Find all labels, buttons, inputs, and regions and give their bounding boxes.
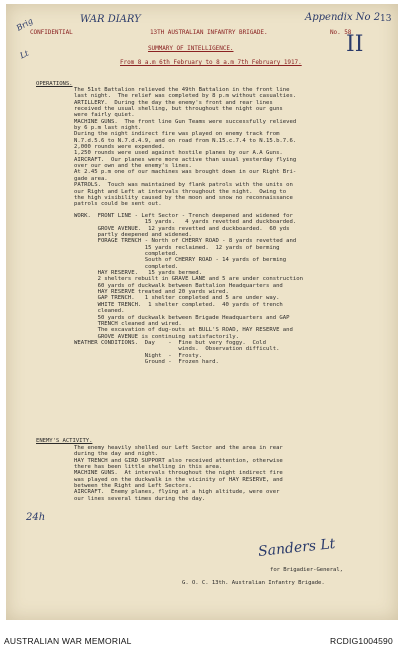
- enemy-activity-label: ENEMY'S ACTIVITY.: [36, 438, 93, 444]
- work-line: The excavation of dug-outs at BULL'S ROAD, HAY RESERVE and: [74, 327, 293, 334]
- page-number: 13: [380, 14, 392, 24]
- weather-block: [74, 340, 279, 365]
- work-line: completed.: [74, 251, 179, 258]
- operations-line: At 2.45 p.m one of our machines was brought down in our Right Bri-: [74, 169, 297, 176]
- work-line: 50 yards of duckwalk between Brigade Headquarters and GAP: [74, 314, 290, 321]
- operations-line: were fairly quiet.: [74, 112, 135, 119]
- weather-line: winds. Observation difficult.: [74, 346, 280, 353]
- work-line: FORAGE TRENCH - North of CHERRY ROAD - 8 yards revetted and: [74, 238, 297, 245]
- work-line: 15 yards. 4 yards revetted and duckboarded.: [74, 219, 297, 226]
- work-line: 60 yards of duckwalk between Battalion Headquarters and: [74, 282, 283, 289]
- confidential-label: CONFIDENTIAL: [30, 29, 73, 36]
- operations-line: over our own and the enemy's lines.: [74, 163, 192, 170]
- operations-line: N.7.d.5.6 to N.7.d.4.9, and on road from N.15.c.7.4 to N.15.b.7.6.: [74, 137, 297, 144]
- margin-note-top: Brig: [14, 16, 35, 33]
- enemy-activity-line: AIRCRAFT. Enemy planes, flying at a high altitude, were over: [74, 489, 280, 496]
- enemy-activity-block: [74, 445, 283, 502]
- operations-line: MACHINE GUNS. The front line Gun Teams were successfully relieved: [74, 118, 297, 125]
- work-block: [74, 213, 303, 340]
- work-line: HAY RESERVE treated and 20 yards wired.: [74, 289, 229, 296]
- operations-line: PATROLS. Touch was maintained by flank patrols with the units on: [74, 182, 293, 189]
- operations-line: last night. The relief was completed by 8 p.m without casualties.: [74, 93, 297, 100]
- operations-line: AIRCRAFT. Our planes were more active than usual yesterday flying: [74, 156, 297, 163]
- work-line: GROVE AVENUE. 12 yards revetted and duckboarded. 60 yds: [74, 225, 290, 232]
- summary-title: SUMMARY OF INTELLIGENCE.: [148, 45, 234, 52]
- brigade-heading: 13TH AUSTRALIAN INFANTRY BRIGADE.: [150, 29, 268, 36]
- work-line: HAY RESERVE. 15 yards bermed.: [74, 270, 202, 277]
- enemy-activity-line: our lines several times during the day.: [74, 495, 206, 502]
- operations-line: our Right and Left at intervals throughout the night. Owing to: [74, 188, 287, 195]
- work-line: completed.: [74, 263, 179, 270]
- weather-line: Night - Frosty.: [74, 352, 202, 359]
- work-line: 15 yards reclaimed. 12 yards of berming: [74, 244, 280, 251]
- weather-line: Ground - Frozen hard.: [74, 359, 219, 366]
- enemy-activity-line: HAY TRENCH and GIRD SUPPORT also received attention, otherwise: [74, 457, 283, 464]
- operations-line: 2,000 rounds were expended.: [74, 144, 165, 151]
- operations-line: by 6 p.m last night.: [74, 125, 142, 132]
- operations-block: [74, 87, 296, 208]
- margin-note-bottom: 24h: [26, 512, 46, 523]
- work-line: GAP TRENCH. 1 shelter completed and 5 are under way.: [74, 295, 280, 302]
- enemy-activity-line: between the Right and Left Sectors.: [74, 483, 192, 490]
- enemy-activity-line: MACHINE GUNS. At intervals throughout the night indirect fire: [74, 470, 283, 477]
- margin-note-mid: Lt: [18, 48, 31, 61]
- enemy-activity-line: The enemy heavily shelled our Left Sector and the area in rear: [74, 445, 283, 451]
- work-line: partly deepened and widened.: [74, 232, 192, 239]
- enemy-activity-line: during the day and night.: [74, 451, 159, 458]
- war-diary-note: WAR DIARY: [80, 14, 141, 25]
- summary-period: From 8 a.m 6th February to 8 a.m 7th February 1917.: [120, 59, 302, 66]
- operations-line: ARTILLERY. During the day the enemy's front and rear lines: [74, 99, 273, 106]
- appendix-note: Appendix No 2: [305, 12, 381, 23]
- operations-label: OPERATIONS.: [36, 81, 73, 87]
- roman-numeral-note: II: [346, 32, 364, 57]
- enemy-activity-line: there has been little shelling in this area.: [74, 464, 223, 471]
- operations-line: patrols could be sent out.: [74, 201, 162, 208]
- signature-scrawl: Sanders Lt: [257, 535, 337, 561]
- work-line: South of CHERRY ROAD - 14 yards of berming: [74, 257, 287, 264]
- signature-command: G. O. C. 13th. Australian Infantry Brigade.: [182, 580, 325, 586]
- operations-line: received the usual shelling, but throughout the night our guns: [74, 106, 283, 113]
- footer-id: RCDIG1004590: [330, 636, 393, 646]
- weather-line: WEATHER CONDITIONS. Day - Fine but very foggy. Cold: [74, 340, 266, 346]
- work-line: cleaned.: [74, 308, 125, 315]
- operations-line: The 51st Battalion relieved the 49th Battalion in the front line: [74, 87, 290, 93]
- operations-line: 1,250 rounds were used against hostile planes by our A.A Guns.: [74, 150, 283, 157]
- enemy-activity-line: was played on the duckwalk in the vicinity of HAY RESERVE, and: [74, 476, 283, 483]
- work-line: WHITE TRENCH. 1 shelter completed. 40 yards of trench: [74, 301, 283, 308]
- work-line: GROVE AVENUE is continuing satisfactorily.: [74, 333, 240, 340]
- work-line: WORK. FRONT LINE - Left Sector - Trench deepened and widened for: [74, 213, 293, 219]
- operations-line: gade area.: [74, 175, 108, 182]
- operations-line: the high visibility caused by the moon and snow no reconnaissance: [74, 194, 293, 201]
- footer-source: AUSTRALIAN WAR MEMORIAL: [4, 636, 132, 646]
- operations-line: During the night indirect fire was played on enemy track from: [74, 131, 280, 138]
- summary-number: No. 58: [330, 29, 352, 36]
- work-line: TRENCH cleaned and wired.: [74, 320, 182, 327]
- work-line: 2 shelters rebuilt in GRAVE LANE and 5 are under construction: [74, 276, 304, 283]
- signature-for-line: for Brigadier-General,: [270, 567, 343, 573]
